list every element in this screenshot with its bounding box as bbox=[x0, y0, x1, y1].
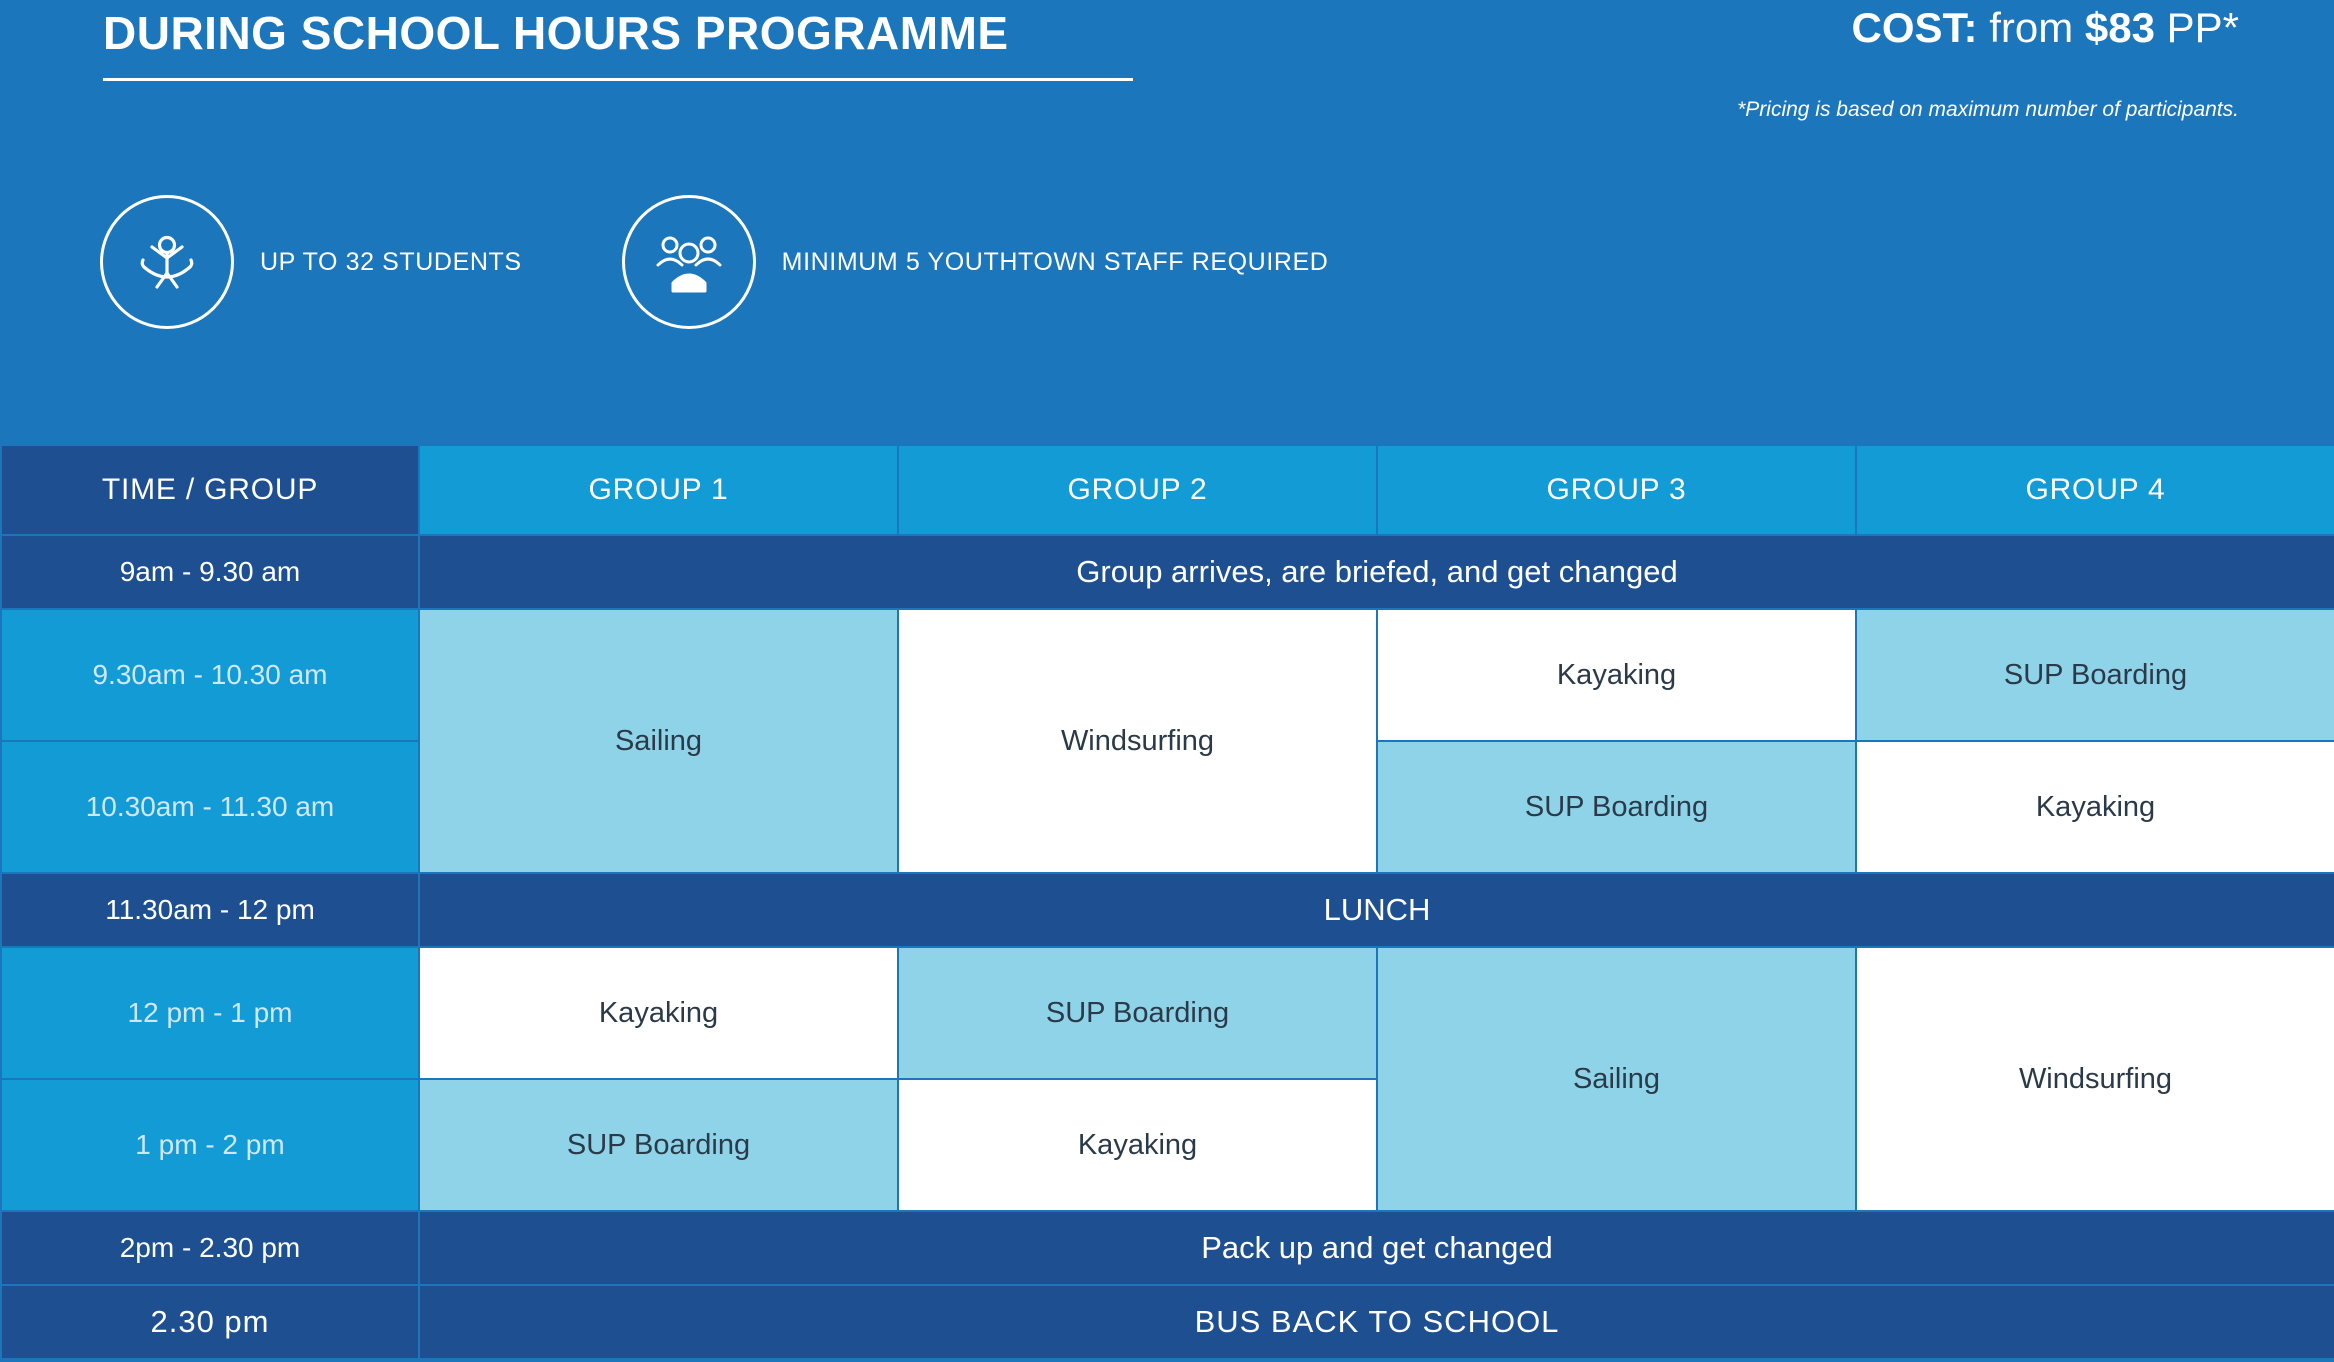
header bbox=[0, 0, 2334, 440]
morning-group2-activity: Windsurfing bbox=[898, 609, 1377, 873]
morning-group1-activity: Sailing bbox=[419, 609, 898, 873]
packup-text: Pack up and get changed bbox=[419, 1211, 2334, 1285]
afternoon-group1-activity-2: SUP Boarding bbox=[419, 1079, 898, 1211]
cost-line bbox=[1852, 4, 2239, 52]
morning-group4-activity-2: Kayaking bbox=[1856, 741, 2334, 873]
table-row-morning-1 bbox=[1, 609, 2334, 741]
afternoon-group4-activity: Windsurfing bbox=[1856, 947, 2334, 1211]
fact-students-label: UP TO 32 STUDENTS bbox=[260, 247, 522, 276]
header-group-1: GROUP 1 bbox=[419, 445, 898, 535]
facts-row bbox=[100, 195, 1328, 329]
afternoon-group1-activity-1: Kayaking bbox=[419, 947, 898, 1079]
student-raising-hands-icon bbox=[100, 195, 234, 329]
afternoon-group2-activity-1: SUP Boarding bbox=[898, 947, 1377, 1079]
fact-students bbox=[100, 195, 522, 329]
morning-group3-activity-1: Kayaking bbox=[1377, 609, 1856, 741]
pricing-note: *Pricing is based on maximum number of participants. bbox=[1737, 98, 2239, 121]
schedule-table bbox=[0, 444, 2334, 1360]
table-row-afternoon-1 bbox=[1, 947, 2334, 1079]
table-header-row bbox=[1, 445, 2334, 535]
table-row-lunch bbox=[1, 873, 2334, 947]
cost-suffix: PP* bbox=[2166, 4, 2239, 51]
cost-from: from bbox=[1989, 4, 2074, 51]
bus-time: 2.30 pm bbox=[1, 1285, 419, 1359]
table-row-bus bbox=[1, 1285, 2334, 1359]
morning-time-2: 10.30am - 11.30 am bbox=[1, 741, 419, 873]
afternoon-time-2: 1 pm - 2 pm bbox=[1, 1079, 419, 1211]
fact-staff bbox=[622, 195, 1329, 329]
title-underline bbox=[103, 78, 1133, 81]
title-block bbox=[103, 6, 1133, 81]
afternoon-group3-activity: Sailing bbox=[1377, 947, 1856, 1211]
lunch-text: LUNCH bbox=[419, 873, 2334, 947]
morning-time-1: 9.30am - 10.30 am bbox=[1, 609, 419, 741]
packup-time: 2pm - 2.30 pm bbox=[1, 1211, 419, 1285]
arrival-text: Group arrives, are briefed, and get changed bbox=[419, 535, 2334, 609]
header-group-2: GROUP 2 bbox=[898, 445, 1377, 535]
page-title: DURING SCHOOL HOURS PROGRAMME bbox=[103, 7, 1009, 59]
header-time-group: TIME / GROUP bbox=[1, 445, 419, 535]
table-row-arrival bbox=[1, 535, 2334, 609]
header-group-3: GROUP 3 bbox=[1377, 445, 1856, 535]
lunch-time: 11.30am - 12 pm bbox=[1, 873, 419, 947]
afternoon-group2-activity-2: Kayaking bbox=[898, 1079, 1377, 1211]
afternoon-time-1: 12 pm - 1 pm bbox=[1, 947, 419, 1079]
cost-label: COST: bbox=[1851, 4, 1978, 51]
morning-group4-activity-1: SUP Boarding bbox=[1856, 609, 2334, 741]
header-group-4: GROUP 4 bbox=[1856, 445, 2334, 535]
fact-staff-label: MINIMUM 5 YOUTHTOWN STAFF REQUIRED bbox=[781, 247, 1329, 276]
group-of-people-icon bbox=[622, 195, 756, 329]
arrival-time: 9am - 9.30 am bbox=[1, 535, 419, 609]
bus-text: BUS BACK TO SCHOOL bbox=[419, 1285, 2334, 1359]
morning-group3-activity-2: SUP Boarding bbox=[1377, 741, 1856, 873]
cost-block bbox=[1852, 4, 2239, 52]
cost-amount: $83 bbox=[2084, 4, 2155, 51]
table-row-packup bbox=[1, 1211, 2334, 1285]
